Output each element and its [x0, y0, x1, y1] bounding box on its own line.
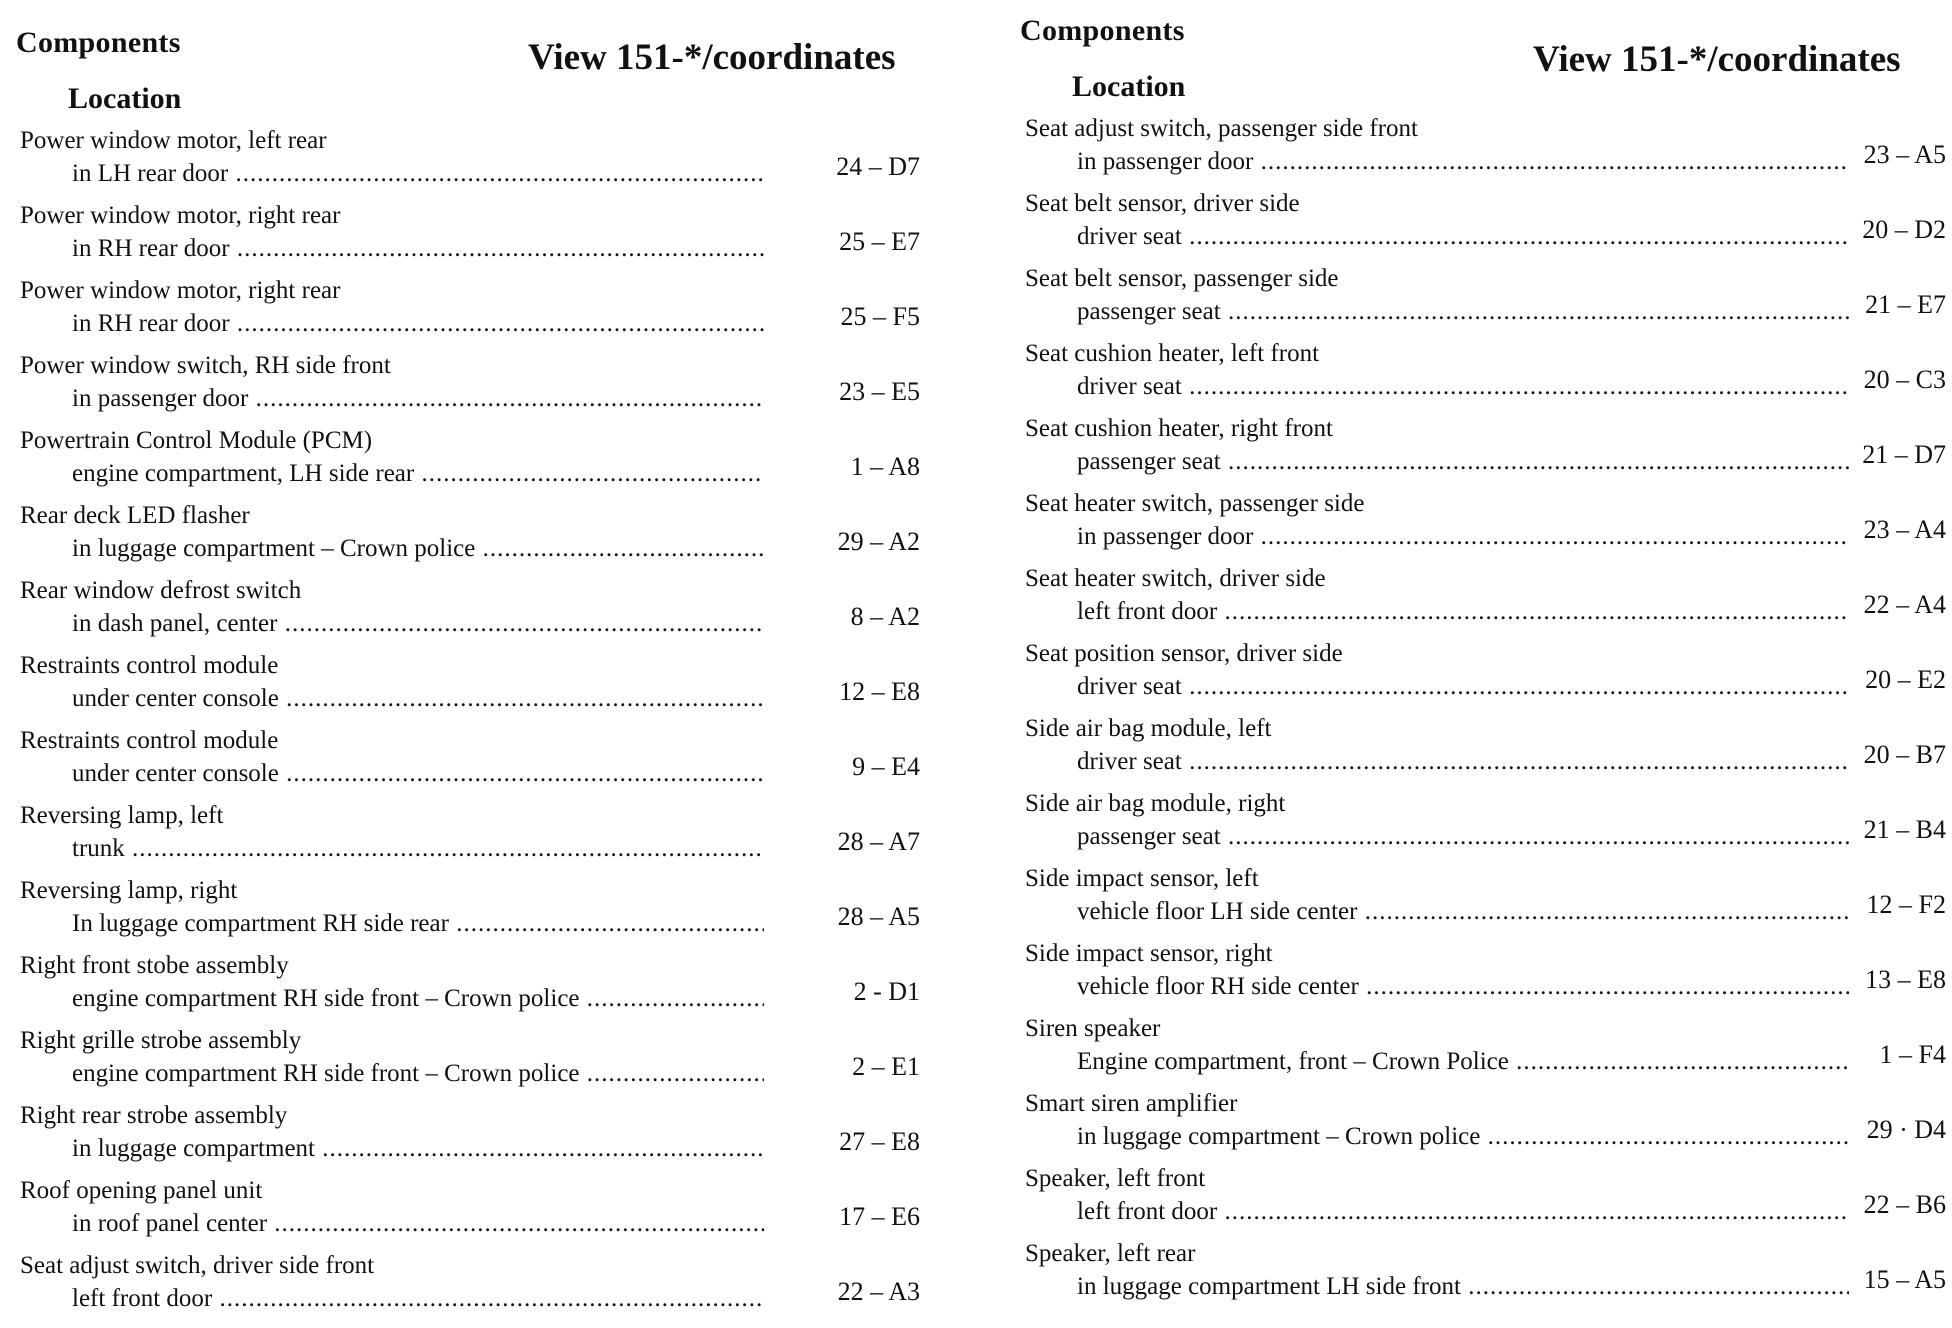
- list-item: [0, 1176, 960, 1251]
- coordinates: 12 – F2: [1866, 890, 1946, 919]
- component-name: Side air bag module, right: [1025, 790, 1286, 817]
- list-item: [1005, 114, 1952, 189]
- list-item: [1005, 714, 1952, 789]
- component-name: Powertrain Control Module (PCM): [20, 427, 373, 454]
- component-location: In luggage compartment RH side rear .....: [72, 909, 764, 939]
- component-name: Roof opening panel unit: [20, 1177, 263, 1204]
- component-location: in passenger door .....: [1077, 147, 1849, 177]
- list-item: [1005, 489, 1952, 564]
- coordinates: 2 - D1: [853, 977, 920, 1006]
- component-name: Right rear strobe assembly: [20, 1102, 288, 1129]
- location-heading: Location: [68, 82, 182, 115]
- list-item: [1005, 339, 1952, 414]
- component-name: Seat cushion heater, right front: [1025, 415, 1333, 442]
- component-name: Smart siren amplifier: [1025, 1090, 1238, 1117]
- list-item: [0, 876, 960, 951]
- component-location: left front door .....: [1077, 597, 1849, 627]
- coordinates: 23 – A4: [1863, 515, 1946, 544]
- component-name: Side impact sensor, left: [1025, 865, 1259, 892]
- list-item: [0, 501, 960, 576]
- components-heading: Components: [1020, 14, 1185, 47]
- component-name: Power window motor, right rear: [20, 277, 341, 304]
- left-page: [0, 0, 960, 1328]
- coordinates: 1 – F4: [1879, 1040, 1946, 1069]
- coordinates: 21 – B4: [1863, 815, 1946, 844]
- coordinates: 25 – E7: [839, 227, 920, 256]
- list-item: [1005, 414, 1952, 489]
- coordinates: 20 – C3: [1863, 365, 1946, 394]
- component-name: Seat belt sensor, passenger side: [1025, 265, 1339, 292]
- component-name: Right grille strobe assembly: [20, 1027, 302, 1054]
- component-location: in passenger door .....: [1077, 522, 1849, 552]
- component-name: Seat cushion heater, left front: [1025, 340, 1320, 367]
- coordinates: 20 – B7: [1863, 740, 1946, 769]
- component-name: Reversing lamp, left: [20, 802, 224, 829]
- list-item: [0, 426, 960, 501]
- component-location: in luggage compartment – Crown police .....: [72, 534, 764, 564]
- component-location: vehicle floor LH side center .....: [1077, 897, 1849, 927]
- list-item: [1005, 939, 1952, 1014]
- component-name: Rear window defrost switch: [20, 577, 302, 604]
- right-page: [1005, 0, 1952, 1328]
- component-name: Power window switch, RH side front: [20, 352, 391, 379]
- component-name: Side air bag module, left: [1025, 715, 1272, 742]
- coordinates: 9 – E4: [852, 752, 920, 781]
- component-list: [0, 126, 960, 1326]
- coordinates: 22 – A4: [1863, 590, 1946, 619]
- list-item: [0, 576, 960, 651]
- coordinates: 23 – A5: [1863, 140, 1946, 169]
- coordinates: 28 – A7: [837, 827, 920, 856]
- list-item: [1005, 564, 1952, 639]
- component-location: engine compartment RH side front – Crown police .....: [72, 1059, 764, 1089]
- list-item: [1005, 1164, 1952, 1239]
- coordinates: 29 · D4: [1866, 1115, 1946, 1144]
- list-item: [0, 201, 960, 276]
- component-name: Side impact sensor, right: [1025, 940, 1273, 967]
- list-item: [0, 951, 960, 1026]
- list-item: [1005, 1089, 1952, 1164]
- coordinates: 1 – A8: [850, 452, 920, 481]
- coordinates: 22 – A3: [837, 1277, 920, 1306]
- component-location: in luggage compartment – Crown police .....: [1077, 1122, 1849, 1152]
- component-location: engine compartment RH side front – Crown police .....: [72, 984, 764, 1014]
- component-name: Seat heater switch, passenger side: [1025, 490, 1365, 517]
- component-location: in passenger door .....: [72, 384, 764, 414]
- component-name: Seat adjust switch, driver side front: [20, 1252, 375, 1279]
- component-location: in roof panel center .....: [72, 1209, 764, 1239]
- component-location: vehicle floor RH side center .....: [1077, 972, 1849, 1002]
- location-heading: Location: [1072, 70, 1186, 103]
- component-location: driver seat .....: [1077, 372, 1849, 402]
- component-location: in dash panel, center .....: [72, 609, 764, 639]
- component-name: Reversing lamp, right: [20, 877, 238, 904]
- coordinates: 25 – F5: [840, 302, 920, 331]
- component-location: driver seat .....: [1077, 222, 1849, 252]
- component-location: under center console .....: [72, 684, 764, 714]
- component-list: [1005, 114, 1952, 1314]
- list-item: [0, 351, 960, 426]
- component-name: Right front stobe assembly: [20, 952, 289, 979]
- coordinates: 24 – D7: [836, 152, 920, 181]
- components-heading: Components: [16, 26, 181, 59]
- component-location: in RH rear door .....: [72, 234, 764, 264]
- component-name: Siren speaker: [1025, 1015, 1161, 1042]
- list-item: [1005, 264, 1952, 339]
- coordinates: 22 – B6: [1863, 1190, 1946, 1219]
- list-item: [1005, 639, 1952, 714]
- component-name: Restraints control module: [20, 727, 279, 754]
- coordinates: 13 – E8: [1865, 965, 1946, 994]
- list-item: [0, 801, 960, 876]
- coordinates: 17 – E6: [839, 1202, 920, 1231]
- coordinates: 20 – E2: [1865, 665, 1946, 694]
- coordinates: 21 – D7: [1862, 440, 1946, 469]
- coordinates: 15 – A5: [1863, 1265, 1946, 1294]
- list-item: [0, 276, 960, 351]
- list-item: [1005, 1014, 1952, 1089]
- list-item: [1005, 789, 1952, 864]
- coordinates: 28 – A5: [837, 902, 920, 931]
- coordinates: 20 – D2: [1862, 215, 1946, 244]
- view-coordinates-title: View 151-*/coordinates: [1533, 39, 1901, 80]
- view-coordinates-title: View 151-*/coordinates: [528, 37, 896, 78]
- component-name: Restraints control module: [20, 652, 279, 679]
- component-name: Speaker, left front: [1025, 1165, 1206, 1192]
- component-location: trunk .....: [72, 834, 764, 864]
- coordinates: 29 – A2: [837, 527, 920, 556]
- list-item: [1005, 864, 1952, 939]
- component-name: Seat position sensor, driver side: [1025, 640, 1343, 667]
- component-location: engine compartment, LH side rear .....: [72, 459, 764, 489]
- component-location: driver seat .....: [1077, 747, 1849, 777]
- list-item: [0, 1101, 960, 1176]
- component-name: Seat adjust switch, passenger side front: [1025, 115, 1418, 142]
- component-name: Rear deck LED flasher: [20, 502, 250, 529]
- component-name: Speaker, left rear: [1025, 1240, 1196, 1267]
- coordinates: 23 – E5: [839, 377, 920, 406]
- component-name: Power window motor, left rear: [20, 127, 327, 154]
- component-name: Seat heater switch, driver side: [1025, 565, 1326, 592]
- coordinates: 12 – E8: [839, 677, 920, 706]
- component-location: under center console .....: [72, 759, 764, 789]
- component-location: in RH rear door .....: [72, 309, 764, 339]
- coordinates: 2 – E1: [852, 1052, 920, 1081]
- coordinates: 27 – E8: [839, 1127, 920, 1156]
- component-location: left front door .....: [1077, 1197, 1849, 1227]
- coordinates: 8 – A2: [850, 602, 920, 631]
- list-item: [0, 651, 960, 726]
- list-item: [0, 1251, 960, 1326]
- list-item: [0, 1026, 960, 1101]
- component-location: driver seat .....: [1077, 672, 1849, 702]
- coordinates: 21 – E7: [1865, 290, 1946, 319]
- component-location: in luggage compartment LH side front .....: [1077, 1272, 1849, 1302]
- list-item: [1005, 189, 1952, 264]
- component-name: Seat belt sensor, driver side: [1025, 190, 1300, 217]
- list-item: [1005, 1239, 1952, 1314]
- component-location: passenger seat .....: [1077, 822, 1849, 852]
- component-name: Power window motor, right rear: [20, 202, 341, 229]
- component-location: in luggage compartment .....: [72, 1134, 764, 1164]
- component-location: left front door .....: [72, 1284, 764, 1314]
- component-location: Engine compartment, front – Crown Police .....: [1077, 1047, 1849, 1077]
- list-item: [0, 126, 960, 201]
- list-item: [0, 726, 960, 801]
- component-location: passenger seat .....: [1077, 297, 1849, 327]
- component-location: passenger seat .....: [1077, 447, 1849, 477]
- component-location: in LH rear door .....: [72, 159, 764, 189]
